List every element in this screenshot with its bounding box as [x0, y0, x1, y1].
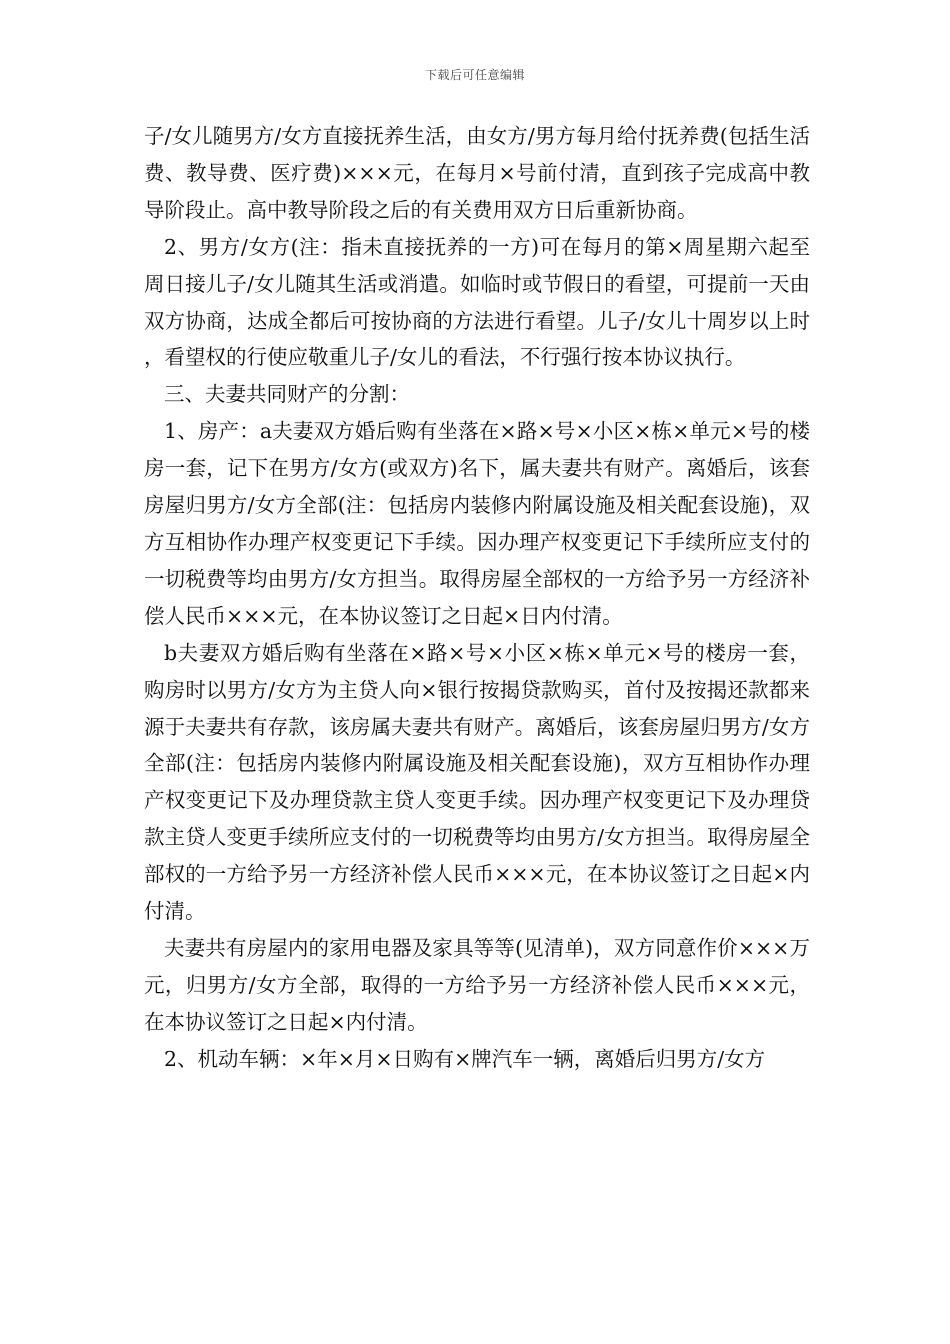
paragraph-real-estate-a: 1、房产：a夫妻双方婚后购有坐落在×路×号×小区×栋×单元×号的楼房一套，记下在男方/女方(或双方)名下，属夫妻共有财产。离婚后，该套房屋归男方/女方全部(注：包括房内装修内附属设施及相关配套设施)，双方互相协作办理产权变更记下手续。因办理产权变更记下手续所应支付的一切税费等均由男方/女方担当。取得房屋全部权的一方给予另一方经济补偿人民币×××元，在本协议签订之日起×日内付清。 [144, 419, 810, 628]
paragraph-appliances-furniture: 夫妻共有房屋内的家用电器及家具等等(见清单)，双方同意作价×××万元，归男方/女方全部，取得的一方给予另一方经济补偿人民币×××元，在本协议签订之日起×内付清。 [144, 935, 810, 1034]
page-header: 下载后可任意编辑 [424, 68, 525, 82]
paragraph-visitation: 2、男方/女方(注：指未直接抚养的一方)可在每月的第×周星期六起至周日接儿子/女儿随其生活或消遣。如临时或节假日的看望，可提前一天由双方协商，达成全都后可按协商的方法进行看望。儿子/女儿十周岁以上时，看望权的行使应敬重儿子/女儿的看法，不行强行按本协议执行。 [144, 234, 810, 370]
paragraph-motor-vehicle: 2、机动车辆：×年×月×日购有×牌汽车一辆，离婚后归男方/女方 [164, 1046, 766, 1071]
paragraph-custody-support: 子/女儿随男方/女方直接抚养生活，由女方/男方每月给付抚养费(包括生活费、教导费、医疗费)×××元，在每月×号前付清，直到孩子完成高中教导阶段止。高中教导阶段之后的有关费用双方日后重新协商。 [144, 124, 810, 222]
paragraph-real-estate-b: b夫妻双方婚后购有坐落在×路×号×小区×栋×单元×号的楼房一套，购房时以男方/女方为主贷人向×银行按揭贷款购买，首付及按揭还款都来源于夫妻共有存款，该房属夫妻共有财产。离婚后，该套房屋归男方/女方全部(注：包括房内装修内附属设施及相关配套设施)，双方互相协作办理产权变更记下及办理贷款主贷人变更手续。因办理产权变更记下及办理贷款主贷人变更手续所应支付的一切税费等均由男方/女方担当。取得房屋全部权的一方给予另一方经济补偿人民币×××元，在本协议签订之日起×内付清。 [144, 640, 810, 924]
document-body [144, 118, 810, 1078]
section-heading-property-division: 三、夫妻共同财产的分割： [164, 382, 410, 407]
